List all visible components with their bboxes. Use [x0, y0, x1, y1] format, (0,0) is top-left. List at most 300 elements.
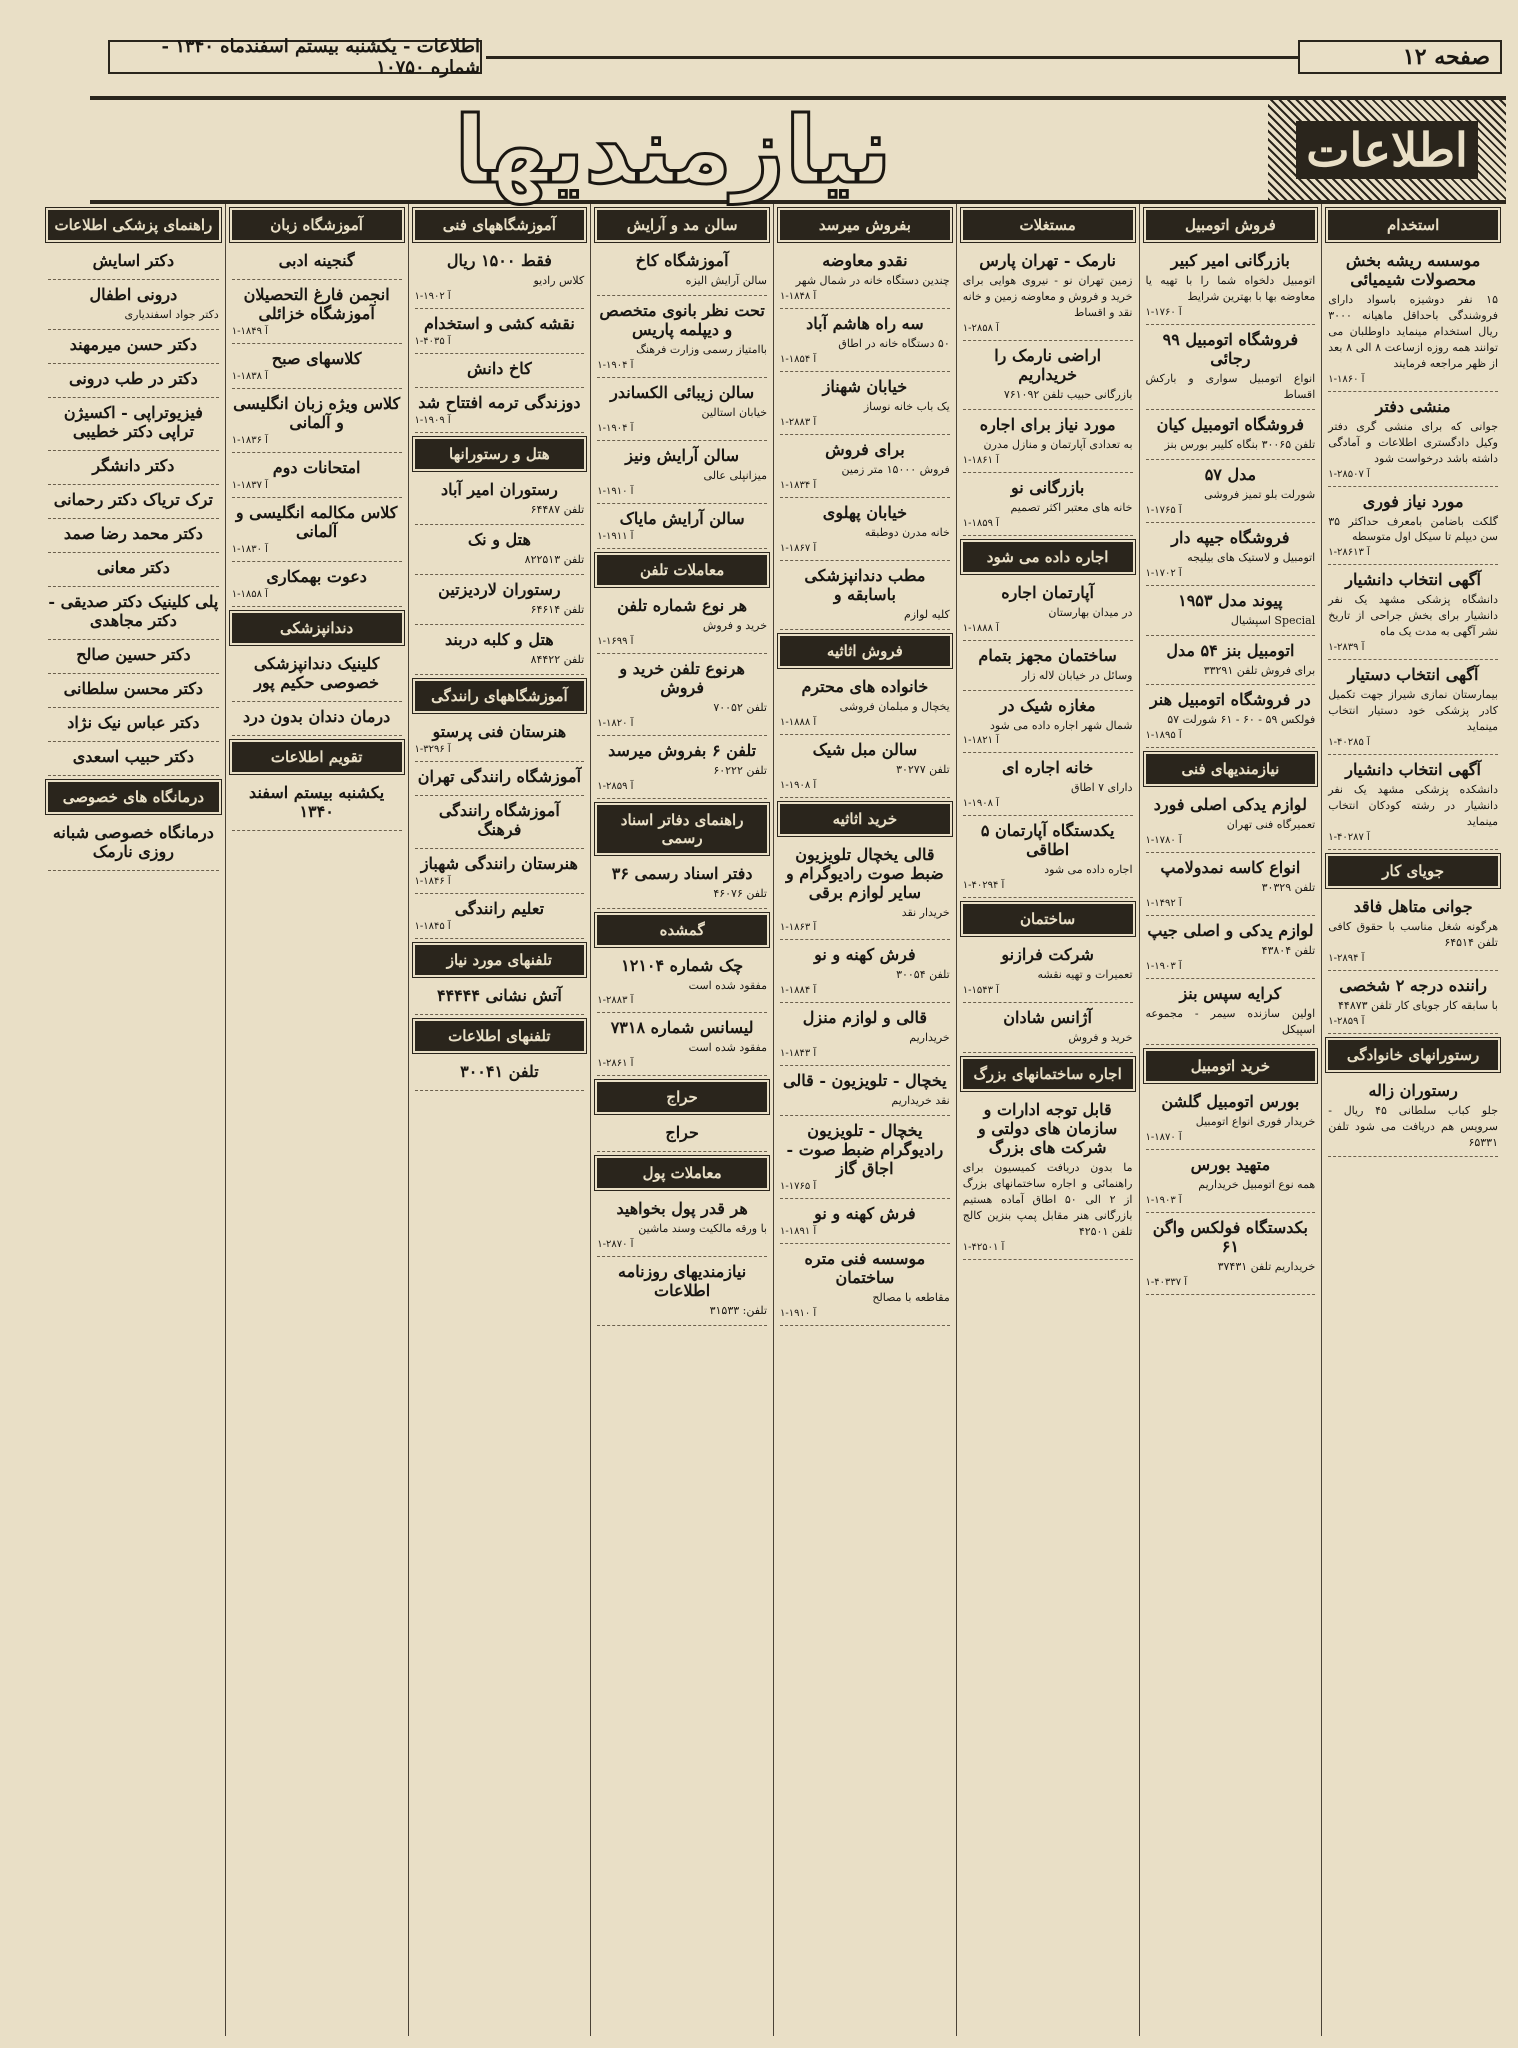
ad-body: تعمیرات و تهیه نقشه [1037, 968, 1133, 982]
classified-ad [48, 553, 219, 587]
ad-code: ۱-۱۸۲۰ آ [597, 717, 634, 729]
classified-ad [1146, 586, 1316, 636]
ad-title: آتش نشانی ۴۴۴۴۴ [436, 985, 562, 1005]
page-number: صفحه ۱۲ [1298, 40, 1502, 74]
ad-body: تلفن ۸۴۴۲۲ [530, 652, 585, 666]
ad-code: ۱-۲۸۶۱ آ [597, 1058, 634, 1070]
ad-body: اولین سازنده سیمر - مجموعه اسپیکل [1145, 1007, 1316, 1037]
ad-body: باامتیاز رسمی وزارت فرهنگ [636, 342, 767, 356]
classified-ad [232, 778, 402, 831]
ad-body: Special اسپشیال [1230, 613, 1316, 627]
section-heading: ساختمان [963, 904, 1133, 934]
classified-ad [597, 378, 767, 441]
ad-title: اراضی نارمک را خریداریم [994, 345, 1102, 384]
ad-body: تلفن ۳۰۲۷۷ [896, 762, 950, 776]
ad-body: خانه های معتبر اکثر تصمیم [1010, 500, 1133, 514]
ad-title: هتل و کلبه دربند [445, 629, 554, 649]
section-heading: آموزشگاههای رانندگی [415, 681, 585, 711]
ad-title: آموزشگاه رانندگی فرهنگ [438, 800, 560, 839]
ad-title: مغازه شیک در [999, 695, 1096, 715]
classified-ad [415, 894, 585, 939]
classified-ad [780, 1003, 950, 1066]
ad-title: قابل توجه ادارات و سازمان های دولتی و شرکت های بزرگ [977, 1100, 1118, 1158]
ad-title: آگهی انتخاب دانشیار [1345, 760, 1481, 779]
ad-title: دکتر دانشگر [92, 455, 175, 475]
section-heading: دندانپزشکی [232, 613, 402, 643]
ad-title: جوانی متاهل فاقد [1353, 896, 1473, 916]
ad-code: ۱-۱۸۳۶ آ [231, 435, 268, 446]
ad-title: موسسه فنی متره ساختمان [804, 1249, 926, 1288]
classified-ad [415, 388, 585, 433]
classified-ad [780, 1199, 950, 1244]
ad-title: سالن آرایش مایاک [619, 508, 745, 528]
ad-body: خریدار نقد [901, 905, 950, 919]
ad-body: تلفن ۳۰۰۶۵ بنگاه کلیبر بورس بنز [1164, 437, 1316, 451]
classified-ad [415, 717, 585, 762]
ad-code: ۱-۱۸۹۱ آ [780, 1226, 817, 1238]
classified-ad [597, 1257, 767, 1326]
classified-ad [415, 849, 585, 894]
ad-code: ۱-۱۸۴۳ آ [780, 1048, 817, 1060]
ad-code: ۱-۱۸۵۸ آ [231, 589, 268, 600]
classified-ad [963, 410, 1133, 473]
section-heading: اجاره داده می شود [963, 542, 1133, 572]
classified-ad [963, 940, 1133, 1003]
ad-body: چندین دستگاه خانه در شمال شهر [795, 274, 950, 287]
classified-ad [597, 441, 767, 504]
classified-ad [1146, 246, 1316, 325]
classified-ad [1146, 325, 1316, 410]
ad-code: ۱-۴۰۲۸۷ آ [1328, 831, 1370, 843]
ad-body: تلفن: ۳۱۵۳۳ [709, 1304, 767, 1318]
classified-ad [48, 708, 219, 742]
divider [486, 56, 1300, 59]
ad-title: هنرستان رانندگی شهباز [420, 853, 578, 873]
classified-ad [232, 344, 402, 389]
classified-ad [415, 1057, 585, 1091]
ad-body: اجاره داده می شود [1044, 863, 1133, 877]
classified-ad [597, 246, 767, 296]
classified-ad [597, 654, 767, 736]
classified-ad [597, 736, 767, 799]
classified-ad [780, 561, 950, 630]
column-4 [773, 204, 956, 2036]
ad-body: تعمیرگاه فنی تهران [1226, 818, 1316, 832]
ad-code: ۱-۱۸۳۴ آ [780, 479, 817, 491]
ad-body: فروش ۱۵۰۰۰ متر زمین [841, 462, 950, 476]
ad-title: خیابان شهناز [822, 376, 908, 396]
ad-code: ۱-۱۹۱۱ آ [597, 530, 634, 542]
column-6 [408, 204, 591, 2036]
section-heading: معاملات تلفن [597, 555, 767, 585]
ad-title: فرش کهنه و نو [814, 1204, 916, 1224]
section-heading: اجاره ساختمانهای بزرگ [963, 1059, 1133, 1089]
ad-code: ۱-۱۹۰۹ آ [414, 414, 451, 426]
ad-body: فولکس ۵۹ - ۶۰ - ۶۱ شورلت ۵۷ [1167, 713, 1316, 727]
ad-title: آگهی انتخاب دستیار [1347, 665, 1479, 685]
top-bar [108, 36, 1518, 76]
ad-title: پلی کلینیک دکتر صدیقی - دکتر مجاهدی [48, 591, 219, 630]
ad-code: ۱-۲۸۵۹ آ [1328, 1015, 1365, 1027]
ad-title: دکتر عباس نیک نژاد [67, 712, 200, 732]
ad-code: ۱-۱۵۴۳ آ [962, 985, 999, 997]
ad-body: مفقود شده است [688, 978, 767, 992]
section-heading: گمشده [597, 915, 767, 945]
ad-code: ۱-۱۸۸۸ آ [780, 716, 817, 728]
ad-title: تحت نظر بانوی متخصص و دیپلمه پاریس [599, 300, 765, 339]
ad-body: تلفن ۳۰۳۲۹ [1261, 881, 1316, 895]
column-5 [590, 204, 773, 2036]
classified-ad [780, 1066, 950, 1116]
ad-title: بازرگانی نو [1010, 477, 1085, 497]
ad-code: ۱-۱۸۴۹ آ [231, 326, 268, 337]
ad-body: هرگونه شغل مناسب با حقوق کافی تلفن ۶۴۵۱۴ [1328, 919, 1498, 949]
ad-body: خریداریم تلفن ۳۷۴۳۱ [1217, 1259, 1316, 1273]
ad-code: ۱-۱۹۱۰ آ [597, 485, 634, 497]
ad-code: ۱-۱۹۰۳ آ [1145, 1194, 1182, 1206]
ad-body: اتومبیل دلخواه شما را با تهیه یا معاوضه بها با بهترین شرایط [1145, 274, 1316, 303]
ad-title: دفتر اسناد رسمی ۳۶ [611, 863, 753, 883]
ad-code: ۱-۱۴۹۲ آ [1145, 898, 1182, 910]
section-heading: استخدام [1328, 210, 1498, 240]
ad-code: ۱-۱۹۱۰ آ [780, 1308, 817, 1320]
classified-ad [415, 762, 585, 796]
ad-body: خیابان استالین [701, 405, 767, 419]
ad-body: تلفن ۶۴۶۱۴ [530, 602, 585, 616]
ad-body: بازرگانی حبیب تلفن ۷۶۱۰۹۲ [1003, 387, 1133, 401]
ad-title: قالی و لوازم منزل [802, 1008, 927, 1028]
ad-title: بکدستگاه فولکس واگن ۶۱ [1152, 1217, 1308, 1256]
ad-code: ۱-۱۸۸۴ آ [780, 985, 817, 997]
ad-title: دکتر اسایش [92, 251, 175, 270]
ad-code: ۱-۴۰۳۳۷ آ [1145, 1276, 1188, 1288]
ad-title: کلاس ویژه زبان انگلیسی و آلمانی [233, 394, 401, 432]
classified-ad [232, 562, 402, 607]
classified-ad [232, 702, 402, 736]
classified-ad [232, 649, 402, 702]
ad-code: ۱-۱۸۶۷ آ [780, 542, 817, 554]
ad-title: تعلیم رانندگی [454, 898, 545, 918]
ad-title: نقدو معاوضه [822, 251, 908, 270]
ad-title: آموزشگاه کاخ [635, 251, 729, 270]
ad-body: خریدار فوری انواع اتومبیل [1195, 1115, 1316, 1129]
ad-title: مدل ۵۷ [1204, 464, 1257, 484]
ad-title: هرنوع تلفن خرید و فروش [619, 658, 745, 697]
ad-title: هنرستان فنی پرستو [432, 721, 567, 741]
classified-ad [1146, 853, 1316, 916]
classified-ad [48, 280, 219, 330]
ad-title: فقط ۱۵۰۰ ریال [446, 251, 552, 270]
classified-ad [415, 246, 585, 309]
section-heading: تلفنهای مورد نیاز [415, 945, 585, 975]
section-heading: تلفنهای اطلاعات [415, 1021, 585, 1051]
classified-ad [1146, 636, 1316, 686]
ad-title: سه راه هاشم آباد [806, 313, 924, 333]
classified-ad [963, 341, 1133, 410]
classified-ad [780, 672, 950, 735]
classified-ad [48, 246, 219, 280]
classified-ad [780, 940, 950, 1003]
ad-code: ۱-۱۸۸۸ آ [962, 622, 999, 634]
ad-code: ۱-۱۹۰۳ آ [1145, 961, 1182, 973]
ad-title: ترک تریاک دکتر رحمانی [53, 489, 213, 509]
ad-title: آژانس شادان [1003, 1008, 1092, 1028]
section-heading: هتل و رستورانها [415, 439, 585, 469]
ad-body: نقد خریداریم [891, 1094, 950, 1108]
classified-ad [1328, 892, 1498, 971]
classified-ad [597, 1013, 767, 1076]
section-heading: جویای کار [1328, 856, 1498, 886]
ad-title: برای فروش [825, 439, 905, 459]
ad-title: بازرگانی امیر کبیر [1170, 251, 1290, 270]
ad-body: دانشگاه پزشکی مشهد یک نفر دانشیار برای بخش جراحی از تاریخ نشر آگهی به مدت یک ماه [1328, 593, 1498, 639]
ad-code: ۱-۴۲۵۰۱ آ [962, 1241, 1005, 1253]
ad-title: شرکت فرازنو [1001, 945, 1094, 965]
classified-ad [963, 816, 1133, 898]
ad-title: پیوند مدل ۱۹۵۳ [1178, 590, 1283, 610]
classified-ad [780, 1244, 950, 1326]
section-heading: حراج [597, 1082, 767, 1112]
classified-ad [1146, 979, 1316, 1045]
classified-ad [48, 364, 219, 398]
ad-title: یکشنبه بیستم اسفند ۱۳۴۰ [249, 783, 385, 821]
ad-body: دارای ۷ اطاق [1070, 781, 1133, 795]
ad-title: لوازم یدکی اصلی فورد [1153, 795, 1307, 815]
ad-title: دوزندگی ترمه افتتاح شد [418, 392, 581, 412]
classified-ad [48, 742, 219, 776]
ad-title: انجمن فارغ التحصیلان آموزشگاه خزائلی [243, 285, 390, 323]
ad-title: خانه اجاره ای [1002, 758, 1094, 778]
ad-body: تلفن ۳۰۰۵۴ [896, 968, 950, 982]
ad-title: اتومبیل بنز ۵۴ مدل [1166, 640, 1295, 660]
classified-ad [232, 389, 402, 453]
ad-code: ۱-۲۸۸۳ آ [780, 416, 817, 428]
classified-ad [780, 735, 950, 798]
section-heading: آموزشگاه زبان [232, 210, 402, 240]
ad-title: ساختمان مجهز بتمام [978, 645, 1117, 665]
ad-title: هتل و نک [467, 529, 531, 549]
classified-ad [597, 296, 767, 378]
ad-title: کلاسهای صبح [271, 349, 362, 368]
ad-title: کلاس مکالمه انگلیسی و آلمانی [235, 503, 398, 541]
classified-ad [963, 753, 1133, 816]
ad-code: ۱-۲۸۹۴ آ [1328, 952, 1365, 964]
ad-body: دکتر جواد اسفندیاری [124, 308, 219, 321]
ad-title: قالی یخچال تلویزیون ضبط صوت رادیوگرام و سایر لوازم برقی [785, 844, 944, 902]
ad-title: راننده درجه ۲ شخصی [1339, 975, 1488, 995]
ad-title: رستوران زاله [1368, 1080, 1458, 1100]
ad-title: منشی دفتر [1375, 396, 1451, 416]
ad-body: جوانی که برای منشی گری دفتر وکیل دادگستری اطلاعات و آمادگی داشته باشد درخواست شود [1328, 419, 1498, 465]
classified-ad [1328, 1076, 1498, 1158]
ad-title: چک شماره ۱۲۱۰۴ [621, 955, 744, 975]
ad-title: تلفن ۳۰۰۴۱ [460, 1061, 539, 1081]
ad-title: فروشگاه اتومبیل ۹۹ رجائی [1162, 329, 1299, 368]
ad-title: فروشگاه اتومبیل کیان [1156, 414, 1305, 434]
ad-code: ۱-۱۹۰۸ آ [962, 798, 999, 810]
ad-title: موسسه ریشه بخش محصولات شیمیائی [1345, 251, 1481, 289]
classified-ad [415, 625, 585, 675]
classified-ad [232, 498, 402, 562]
ad-title: کاخ دانش [466, 358, 532, 378]
ad-body: برای فروش تلفن ۳۳۲۹۱ [1203, 663, 1316, 677]
ad-title: دکتر حسن میرمهند [69, 334, 198, 354]
ad-body: انواع اتومبیل سواری و بارکش اقساط [1145, 371, 1316, 401]
ad-title: نارمک - تهران پارس [979, 251, 1116, 270]
ad-title: یکدستگاه آپارتمان ۵ اطاقی [980, 821, 1115, 860]
ad-title: بورس اتومبیل گلشن [1161, 1092, 1300, 1112]
classified-ad [48, 818, 219, 871]
classified-ad [48, 519, 219, 553]
ad-code: ۱-۱۸۵۹ آ [962, 517, 999, 529]
ad-title: انواع کاسه نمدولامپ [1160, 858, 1301, 878]
ad-body: اتومبیل و لاستیک های بیلیجه [1187, 550, 1316, 564]
ad-title: آموزشگاه رانندگی تهران [417, 766, 582, 786]
classified-ad [415, 796, 585, 849]
ad-title: دکتر معانی [96, 557, 170, 577]
ad-title: یخچال - تلویزیون - قالی [783, 1071, 947, 1091]
ad-body: تلفن ۴۳۸۰۴ [1261, 944, 1316, 958]
ad-code: ۱-۱۹۰۲ آ [414, 290, 451, 302]
ad-title: یخچال - تلویزیون رادیوگرام ضبط صوت - اجاق گاز [786, 1121, 944, 1179]
classified-ad [48, 674, 219, 708]
section-heading: مستغلات [963, 210, 1133, 240]
ad-code: ۱-۱۸۲۱ آ [962, 735, 999, 747]
classified-ad [963, 641, 1133, 691]
ad-body: تلفن ۶۴۴۸۷ [530, 502, 585, 516]
ad-columns [42, 204, 1504, 2036]
ad-body: تلفن ۸۲۲۵۱۳ [524, 552, 585, 566]
section-heading: آموزشگاههای فنی [415, 210, 585, 240]
ad-code: ۱-۲۸۳۹ آ [1328, 642, 1365, 654]
ad-title: دکتر در طب درونی [68, 368, 198, 388]
column-3 [956, 204, 1139, 2036]
classified-ad [963, 691, 1133, 754]
ad-code: ۱-۱۷۶۵ آ [1145, 504, 1182, 516]
ad-title: فروشگاه جیپه دار [1171, 527, 1290, 547]
classified-ad [597, 1118, 767, 1152]
classified-ad [48, 587, 219, 640]
ad-code: ۱-۱۷۸۰ آ [1145, 835, 1182, 847]
logo [1268, 100, 1506, 200]
classified-ad [1146, 523, 1316, 586]
ad-title: آپارتمان اجاره [1001, 582, 1094, 602]
ad-title: گنجینه ادبی [278, 251, 355, 270]
column-2 [1139, 204, 1322, 2036]
ad-code: ۱-۲۸۵۹ آ [597, 780, 634, 792]
ad-title: درمان دندان بدون درد [243, 707, 391, 726]
ad-code: ۱-۲۸۵۰۷ آ [1328, 468, 1370, 480]
ad-title: لیسانس شماره ۷۳۱۸ [610, 1018, 754, 1038]
ad-title: هر نوع شماره تلفن [617, 595, 748, 615]
ad-code: ۱-۱۷۶۵ آ [780, 1181, 817, 1193]
ad-code: ۱-۱۸۹۵ آ [1145, 730, 1182, 742]
ad-title: دکتر حبیب اسعدی [72, 746, 195, 766]
ad-body: یخچال و مبلمان فروشی [839, 699, 950, 713]
ad-title: مطب دندانپزشکی باسابقه و [804, 565, 926, 604]
classified-ad [963, 578, 1133, 641]
section-heading: راهنمای پزشکی اطلاعات [48, 210, 219, 240]
classified-ad [1146, 685, 1316, 748]
section-heading: خرید اتومبیل [1146, 1051, 1316, 1081]
ad-code: ۱-۱۸۴۶ آ [414, 875, 451, 887]
ad-title: هر قدر پول بخواهید [616, 1199, 748, 1219]
ad-code: ۱-۱۶۹۹ آ [597, 635, 634, 647]
ad-code: ۱-۲۸۷۰ آ [597, 1239, 634, 1251]
ad-title: تلفن ۶ بفروش میرسد [608, 740, 757, 760]
section-heading: فروش اتومبیل [1146, 210, 1316, 240]
ad-code: ۱-۳۲۹۶ آ [414, 743, 451, 755]
ad-title: سالن آرایش ونیز [625, 445, 740, 465]
ad-title: متهید بورس [1190, 1155, 1271, 1174]
column-7 [225, 204, 408, 2036]
ad-body: همه نوع اتومبیل خریداریم [1198, 1178, 1316, 1191]
ad-code: ۱-۴۰۲۸۵ آ [1328, 737, 1370, 748]
ad-title: خیابان پهلوی [822, 502, 907, 522]
ad-title: آگهی انتخاب دانشیار [1345, 570, 1481, 590]
classified-ad [1328, 971, 1498, 1034]
classified-ad [415, 354, 585, 388]
ad-title: سالن زیبائی الکساندر [610, 382, 755, 402]
column-1 [1321, 204, 1504, 2036]
ad-code: ۱-۱۹۰۴ آ [597, 422, 634, 434]
classified-ad [597, 859, 767, 909]
ad-body: تلفن ۴۶۰۷۶ [713, 886, 767, 900]
classified-ad [1328, 487, 1498, 566]
ad-title: سالن مبل شیک [812, 739, 918, 759]
ad-code: ۱-۱۸۳۰ آ [231, 544, 268, 555]
ad-title: رستوران لاردیزتین [438, 579, 561, 599]
ad-code: ۱-۱۸۴۵ آ [414, 920, 451, 932]
classified-ad [780, 1116, 950, 1199]
ad-body: کلاس رادیو [533, 274, 585, 287]
classified-ad [415, 309, 585, 354]
ad-body: خرید و فروش [1068, 1031, 1133, 1045]
ad-title: درونی اطفال [89, 285, 178, 304]
classified-ad [1146, 410, 1316, 460]
ad-code: ۱-۱۸۳۷ آ [231, 480, 268, 491]
section-heading: خرید اثاثیه [780, 804, 950, 834]
ad-body: یک باب خانه نوساز [863, 399, 950, 413]
classified-ad [232, 280, 402, 344]
classified-ad [963, 473, 1133, 536]
ad-title: نقشه کشی و استخدام [423, 313, 575, 333]
ad-title: کلینیک دندانپزشکی خصوصی حکیم پور [253, 654, 380, 692]
classified-ad [597, 1194, 767, 1257]
ad-body: ۱۵ نفر دوشیزه باسواد دارای فروشندگی باحداقل ماهیانه ۳۰۰۰ ریال استخدام مینماید داوطلبان می توانند همه روزه ازساعت ۸ الی ۸ بعد از ظهر مراجعه فرمایند [1328, 293, 1499, 370]
classified-ad [1146, 1213, 1316, 1295]
ad-body: تلفن ۷۰۰۵۲ [713, 700, 767, 714]
ad-body: تلفن ۶۰۲۲۲ [713, 763, 767, 777]
section-heading: سالن مد و آرایش [597, 210, 767, 240]
classified-ad [1328, 565, 1498, 660]
ad-body: با سابقه کار جویای کار تلفن ۴۴۸۷۳ [1338, 998, 1498, 1012]
ad-body: با ورقه مالکیت وسند ماشین [638, 1222, 767, 1236]
ad-code: ۱-۴۰۳۵ آ [414, 335, 451, 347]
issue-info: اطلاعات - یکشنبه بیستم اسفندماه ۱۳۴۰ - شماره ۱۰۷۵۰ [108, 40, 482, 74]
section-heading: بفروش میرسد [780, 210, 950, 240]
classified-ad [1328, 660, 1498, 755]
classified-ad [963, 246, 1133, 341]
classified-ad [1328, 246, 1498, 392]
ad-title: حراج [665, 1123, 699, 1143]
classified-ad [780, 498, 950, 561]
ad-code: ۱-۱۸۴۸ آ [780, 290, 817, 302]
ad-body: مقاطعه با مصالح [872, 1291, 950, 1305]
ad-code: ۱-۱۸۳۸ آ [231, 371, 268, 382]
ad-title: دکتر حسین صالح [76, 644, 191, 664]
ad-body: به تعدادی آپارتمان و منازل مدرن [983, 437, 1133, 451]
